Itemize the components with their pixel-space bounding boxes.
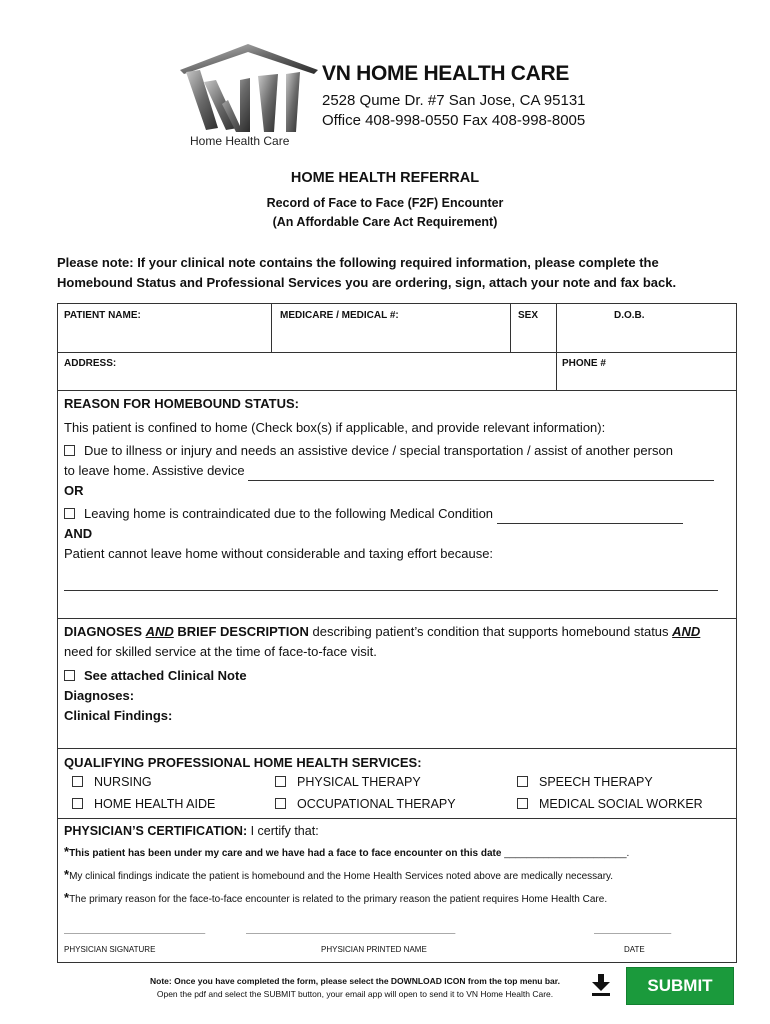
service-label: OCCUPATIONAL THERAPY: [297, 797, 456, 811]
service-label: MEDICAL SOCIAL WORKER: [539, 797, 703, 811]
footer-note-line-2: Open the pdf and select the SUBMIT button, your email app will open to send it to VN Home Health Care.: [156, 989, 554, 999]
document-subtitle-2: (An Affordable Care Act Requirement): [272, 215, 498, 229]
option-1-text: Due to illness or injury and needs an assistive device / special transportation / assist of another person: [84, 443, 673, 458]
physician-signature-label: PHYSICIAN SIGNATURE: [64, 945, 156, 954]
divider: [58, 748, 736, 749]
document-titles: [0, 170, 770, 232]
physician-printed-name-input[interactable]: ____________________________________________________: [246, 924, 455, 934]
instruction-line-2: Homebound Status and Professional Services you are ordering, sign, attach your note and fax back.: [57, 275, 677, 290]
certification-text-2: My clinical findings indicate the patient is homebound and the Home Health Services noted above are medically necessary.: [69, 871, 614, 882]
asterisk: *: [64, 867, 70, 882]
asterisk: *: [64, 890, 70, 905]
homebound-intro: This patient is confined to home (Check box(s) if applicable, and provide relevant information):: [64, 420, 606, 435]
company-logo: [178, 40, 318, 152]
footer-note: [120, 975, 590, 1001]
clinical-findings-field[interactable]: Clinical Findings:: [64, 708, 173, 723]
organization-name: VN HOME HEALTH CARE: [322, 62, 570, 85]
instruction-line-1: Please note: If your clinical note contains the following required information, please complete the: [57, 255, 659, 270]
organization-contact: Office 408-998-0550 Fax 408-998-8005: [322, 112, 586, 129]
service-label: HOME HEALTH AIDE: [94, 797, 216, 811]
service-occupational-therapy[interactable]: [275, 797, 456, 811]
document-subtitle-1: Record of Face to Face (F2F) Encounter: [266, 196, 504, 210]
service-medical-social-worker[interactable]: [517, 797, 703, 811]
checkbox-icon[interactable]: [72, 776, 83, 787]
diagnoses-heading: [64, 622, 730, 642]
service-speech-therapy[interactable]: [517, 775, 653, 789]
assistive-device-checkbox[interactable]: [64, 445, 75, 456]
certification-line-3: [64, 887, 730, 910]
document-title: HOME HEALTH REFERRAL: [290, 170, 480, 186]
certification-line-1: [64, 841, 730, 864]
divider: [271, 304, 272, 352]
service-physical-therapy[interactable]: [275, 775, 421, 789]
divider: [58, 618, 736, 619]
diagnoses-heading-rest: describing patient’s condition that supports homebound status: [308, 624, 673, 639]
divider: [556, 304, 557, 390]
encounter-date-input[interactable]: ______________________.: [504, 848, 630, 859]
effort-reason-input[interactable]: [64, 590, 718, 591]
assistive-device-input[interactable]: [248, 467, 714, 481]
service-nursing[interactable]: [72, 775, 152, 789]
address-field[interactable]: ADDRESS:: [64, 358, 117, 369]
sex-field[interactable]: SEX: [518, 310, 539, 321]
certification-heading-rest: I certify that:: [247, 824, 319, 838]
diagnoses-section: [64, 622, 730, 726]
service-home-health-aide[interactable]: [72, 797, 215, 811]
house-logo-icon: [178, 40, 318, 140]
organization-info: [322, 62, 586, 131]
certification-text-1: This patient has been under my care and we have had a face to face encounter on this date: [69, 848, 502, 859]
or-label: OR: [64, 483, 84, 498]
submit-button[interactable]: SUBMIT: [626, 967, 734, 1005]
homebound-section: [64, 394, 730, 591]
footer-note-line-1: Note: Once you have completed the form, please select the DOWNLOAD ICON from the top menu bar.: [150, 976, 560, 986]
checkbox-icon[interactable]: [517, 798, 528, 809]
checkbox-icon[interactable]: [517, 776, 528, 787]
phone-field[interactable]: PHONE #: [562, 358, 606, 369]
homebound-option-1-cont: [64, 461, 730, 481]
dob-field[interactable]: D.O.B.: [614, 310, 645, 321]
patient-name-field[interactable]: PATIENT NAME:: [64, 310, 141, 321]
checkbox-icon[interactable]: [72, 798, 83, 809]
diagnoses-field[interactable]: Diagnoses:: [64, 688, 135, 703]
instruction-note: [57, 253, 727, 293]
homebound-heading: REASON FOR HOMEBOUND STATUS:: [64, 396, 299, 411]
and-label: AND: [64, 526, 93, 541]
effort-text: Patient cannot leave home without considerable and taxing effort because:: [64, 546, 494, 561]
assistive-device-label: to leave home. Assistive device: [64, 463, 245, 478]
logo-caption: Home Health Care: [190, 134, 290, 148]
homebound-option-2: [64, 504, 730, 524]
option-2-text: Leaving home is contraindicated due to the following Medical Condition: [84, 506, 494, 521]
see-attached-label: See attached Clinical Note: [84, 668, 247, 683]
referral-form: [57, 303, 737, 963]
diagnoses-heading-part: DIAGNOSES: [64, 624, 146, 639]
divider: [58, 818, 736, 819]
checkbox-icon[interactable]: [275, 776, 286, 787]
certification-line-2: [64, 864, 730, 887]
service-label: PHYSICAL THERAPY: [297, 775, 421, 789]
physician-signature-input[interactable]: ___________________________________: [64, 924, 205, 934]
medical-condition-input[interactable]: [497, 510, 683, 524]
organization-address: 2528 Qume Dr. #7 San Jose, CA 95131: [322, 92, 586, 109]
diagnoses-line-2: need for skilled service at the time of face-to-face visit.: [64, 644, 377, 659]
physician-printed-name-label: PHYSICIAN PRINTED NAME: [321, 945, 427, 954]
certification-text-3: The primary reason for the face-to-face encounter is related to the primary reason the patient requires Home Health Care.: [69, 894, 608, 905]
certification-heading: [64, 821, 730, 841]
homebound-option-1: [64, 441, 730, 461]
service-label: SPEECH THERAPY: [539, 775, 653, 789]
medicare-number-field[interactable]: MEDICARE / MEDICAL #:: [280, 310, 399, 321]
diagnoses-heading-and: AND: [672, 624, 701, 639]
see-attached-row: [64, 666, 730, 686]
certification-heading-bold: PHYSICIAN’S CERTIFICATION:: [64, 824, 248, 838]
divider: [58, 390, 736, 391]
asterisk: *: [64, 844, 70, 859]
checkbox-icon[interactable]: [275, 798, 286, 809]
certification-section: [64, 821, 730, 910]
diagnoses-heading-part: BRIEF DESCRIPTION: [173, 624, 309, 639]
contraindicated-checkbox[interactable]: [64, 508, 75, 519]
service-label: NURSING: [94, 775, 152, 789]
date-input[interactable]: ___________________: [594, 924, 671, 934]
services-heading: QUALIFYING PROFESSIONAL HOME HEALTH SERVICES:: [64, 755, 422, 770]
divider: [58, 352, 736, 353]
download-icon[interactable]: [590, 973, 612, 997]
diagnoses-heading-and: AND: [145, 624, 174, 639]
date-label: DATE: [624, 945, 645, 954]
divider: [510, 304, 511, 352]
see-attached-checkbox[interactable]: [64, 670, 75, 681]
